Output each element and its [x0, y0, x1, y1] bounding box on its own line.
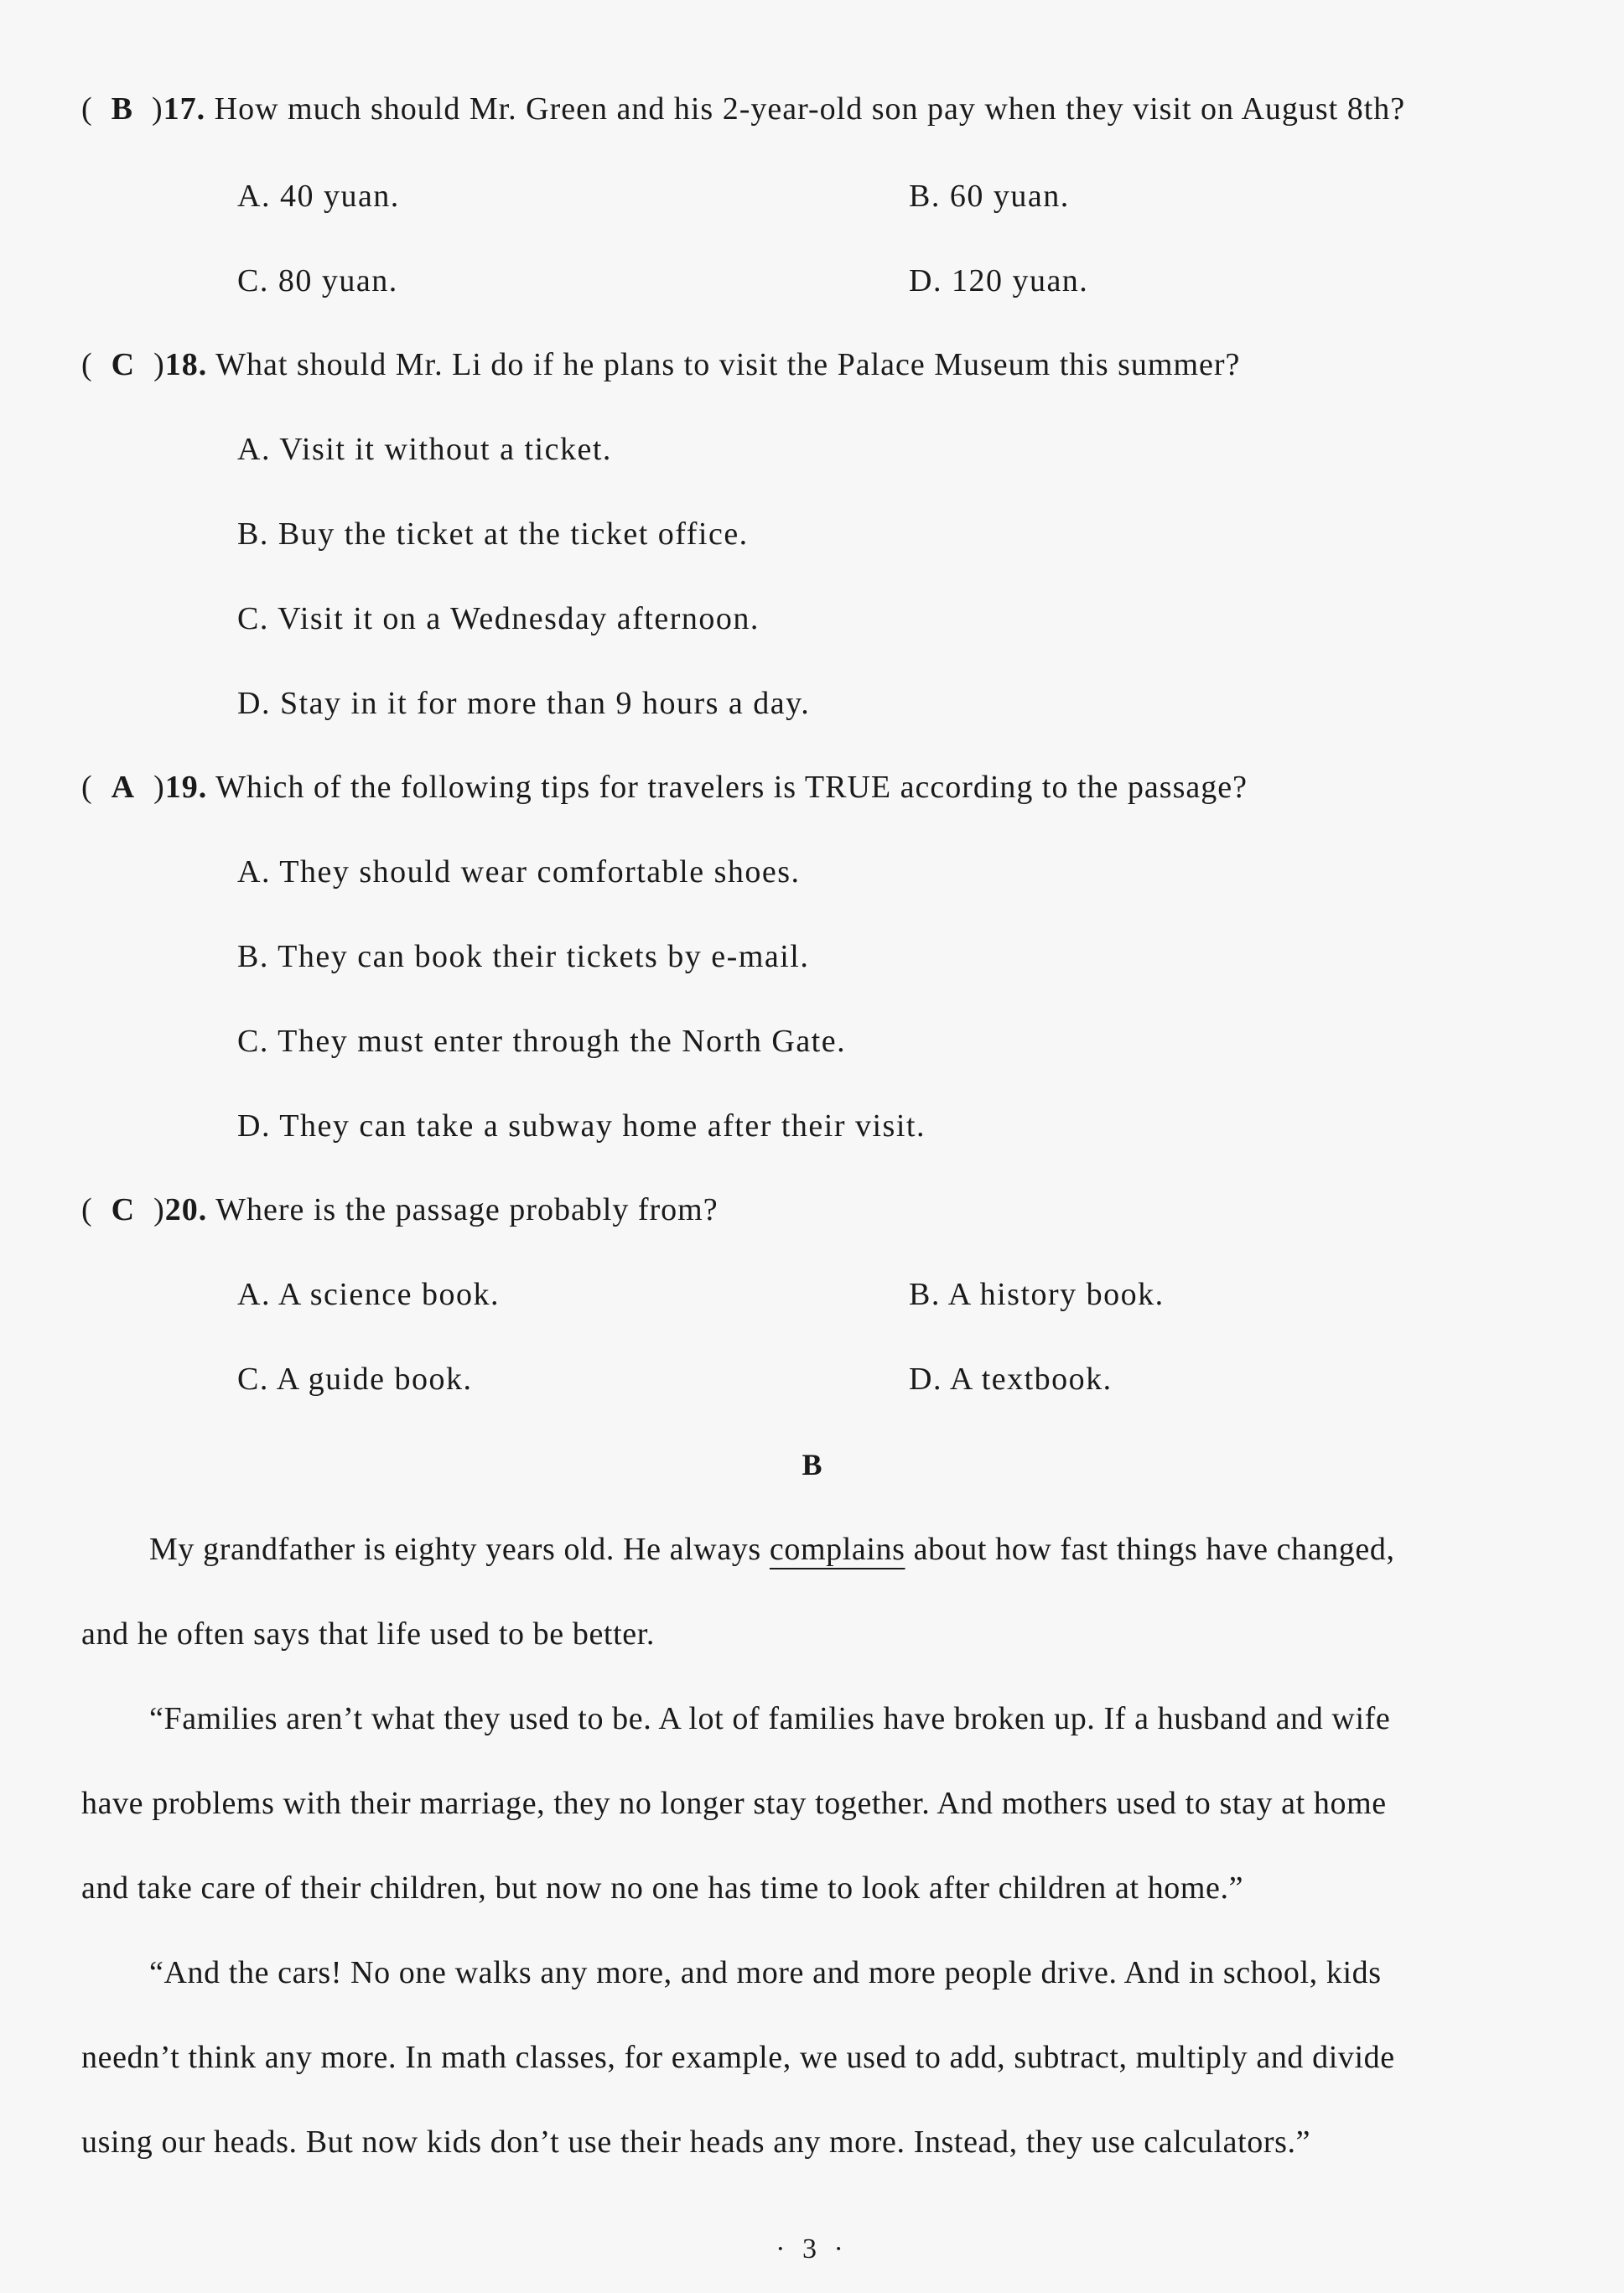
passage-p3-line3: using our heads. But now kids don’t use their heads any more. Instead, they use calculators.”	[81, 2124, 1311, 2160]
answer-20: C	[111, 1192, 136, 1227]
question-number-17: 17.	[163, 91, 206, 127]
question-17: ( B )17. How much should Mr. Green and his 2-year-old son pay when they visit on August 8th?	[81, 91, 1406, 127]
question-text-20: Where is the passage probably from?	[215, 1192, 719, 1227]
option-17-a: A. 40 yuan.	[237, 179, 400, 214]
question-18: ( C )18. What should Mr. Li do if he plans to visit the Palace Museum this summer?	[81, 347, 1241, 382]
option-17-c: C. 80 yuan.	[237, 263, 398, 298]
page-number: · 3 ·	[776, 2233, 848, 2264]
question-19: ( A )19. Which of the following tips for travelers is TRUE according to the passage?	[81, 770, 1248, 805]
passage-p1-line1	[149, 1531, 1395, 1568]
passage-p3-line1: “And the cars! No one walks any more, and more and more people drive. And in school, kids	[149, 1955, 1382, 1990]
option-20-d: D. A textbook.	[909, 1362, 1113, 1397]
question-text-18: What should Mr. Li do if he plans to visit the Palace Museum this summer?	[215, 347, 1241, 382]
option-17-d: D. 120 yuan.	[909, 263, 1089, 298]
question-20: ( C )20. Where is the passage probably from?	[81, 1192, 719, 1227]
option-18-a: A. Visit it without a ticket.	[237, 432, 612, 467]
option-19-c: C. They must enter through the North Gate.	[237, 1024, 847, 1059]
passage-text: about how fast things have changed,	[905, 1532, 1395, 1567]
option-18-c: C. Visit it on a Wednesday afternoon.	[237, 601, 760, 636]
passage-text: My grandfather is eighty years old. He always	[149, 1532, 770, 1567]
option-18-b: B. Buy the ticket at the ticket office.	[237, 516, 749, 552]
question-number-18: 18.	[164, 347, 208, 382]
option-17-b: B. 60 yuan.	[909, 179, 1070, 214]
option-20-c: C. A guide book.	[237, 1362, 473, 1397]
answer-19: A	[111, 770, 136, 805]
passage-p2-line1: “Families aren’t what they used to be. A lot of families have broken up. If a husband and wife	[149, 1701, 1391, 1736]
answer-17: B	[111, 91, 134, 127]
passage-p3-line2: needn’t think any more. In math classes, for example, we used to add, subtract, multiply and divide	[81, 2040, 1395, 2075]
passage-p2-line2: have problems with their marriage, they no longer stay together. And mothers used to stay at home	[81, 1786, 1387, 1821]
question-number-19: 19.	[164, 770, 208, 805]
option-19-b: B. They can book their tickets by e-mail.	[237, 939, 810, 974]
passage-p2-line3: and take care of their children, but now no one has time to look after children at home.”	[81, 1870, 1244, 1906]
question-text-17: How much should Mr. Green and his 2-year-old son pay when they visit on August 8th?	[214, 91, 1406, 127]
passage-p1-line2: and he often says that life used to be better.	[81, 1616, 655, 1652]
option-20-a: A. A science book.	[237, 1277, 501, 1312]
option-20-b: B. A history book.	[909, 1277, 1165, 1312]
question-text-19: Which of the following tips for travelers is TRUE according to the passage?	[215, 770, 1248, 805]
underlined-word: complains	[769, 1532, 905, 1567]
option-18-d: D. Stay in it for more than 9 hours a day.	[237, 686, 811, 721]
question-number-20: 20.	[164, 1192, 208, 1227]
option-19-d: D. They can take a subway home after their visit.	[237, 1108, 926, 1144]
section-title: B	[802, 1448, 822, 1481]
option-19-a: A. They should wear comfortable shoes.	[237, 854, 801, 890]
answer-18: C	[111, 347, 136, 382]
